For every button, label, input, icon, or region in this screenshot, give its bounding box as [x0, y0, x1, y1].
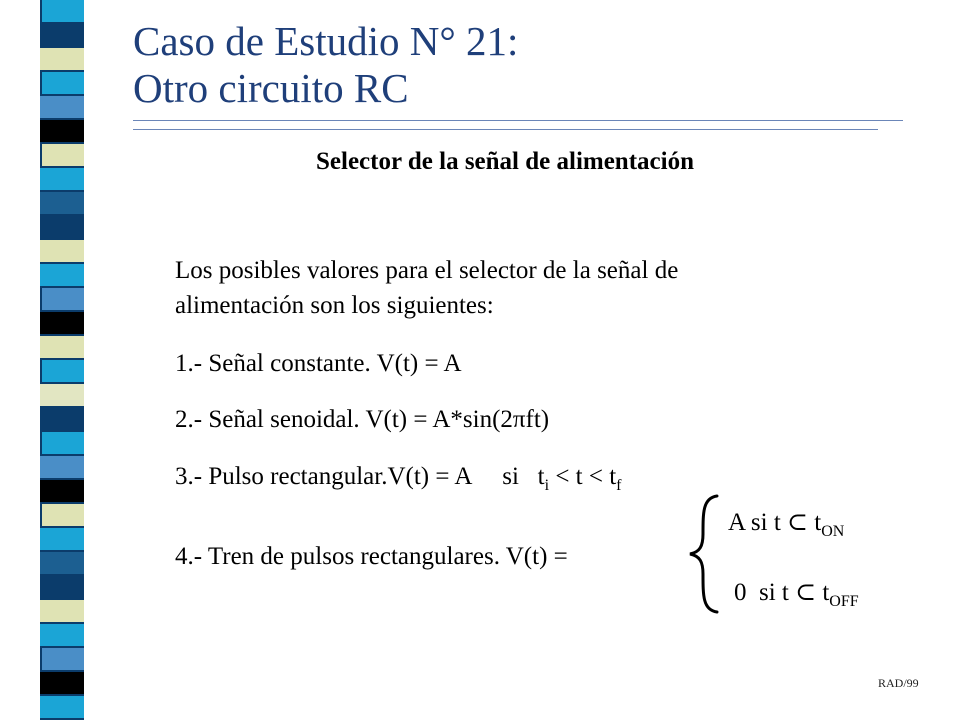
subscript-f: f: [616, 477, 622, 494]
stripe-tile: [40, 96, 84, 118]
stripe-tile: [42, 504, 84, 526]
title-rule-bottom: [133, 129, 878, 130]
stripe-tile: [40, 456, 84, 478]
stripe-tile: [40, 672, 84, 694]
stripe-tile: [40, 24, 84, 46]
subscript-i: i: [544, 477, 550, 494]
list-item-sine: 2.- Señal senoidal. V(t) = A*sin(2πft): [175, 406, 550, 433]
stripe-tile: [42, 648, 84, 670]
list-item-pulse: [175, 462, 622, 492]
slide-title: [133, 18, 518, 112]
piecewise-case-on-text: A si t ⊂ t: [728, 509, 822, 536]
title-rule-top: [133, 120, 903, 121]
stripe-tile: [40, 408, 84, 430]
stripe-tile: [40, 48, 84, 70]
decorative-stripe: [0, 0, 108, 720]
stripe-tile: [40, 528, 84, 550]
slide-title-line-1: Caso de Estudio N° 21:: [133, 18, 519, 64]
stripe-tile: [42, 72, 84, 94]
stripe-tile: [40, 480, 84, 502]
stripe-tile: [40, 624, 84, 646]
intro-line-2: alimentación son los siguientes:: [175, 292, 494, 319]
stripe-tile: [42, 360, 84, 382]
stripe-tile: [40, 336, 84, 358]
stripe-tile: [42, 576, 84, 598]
intro-line-1: Los posibles valores para el selector de la señal de: [175, 257, 679, 284]
curly-brace-icon: [683, 494, 723, 614]
piecewise-case-off: [734, 578, 859, 608]
stripe-tile: [40, 312, 84, 334]
piecewise-case-off-text: 0 si t ⊂ t: [734, 579, 830, 606]
stripe-tile: [40, 240, 84, 262]
list-item-constant: 1.- Señal constante. V(t) = A: [175, 350, 462, 377]
list-item-pulse-train: 4.- Tren de pulsos rectangulares. V(t) =: [175, 543, 568, 570]
stripe-tile: [40, 384, 84, 406]
slide-title-line-2: Otro circuito RC: [133, 65, 409, 111]
list-item-pulse-text: 3.- Pulso rectangular.V(t) = A si t: [175, 463, 545, 490]
stripe-tile: [42, 216, 84, 238]
stripe-tile: [40, 264, 84, 286]
slide-subtitle: Selector de la señal de alimentación: [316, 148, 694, 175]
stripe-tile: [42, 288, 84, 310]
stripe-tile: [40, 696, 84, 718]
stripe-tile: [40, 552, 84, 574]
stripe-tile: [42, 0, 84, 22]
stripe-tile: [40, 600, 84, 622]
stripe-tile: [40, 120, 84, 142]
subscript-on: ON: [821, 523, 845, 540]
subscript-off: OFF: [829, 593, 859, 610]
footer-label: RAD/99: [878, 676, 919, 690]
list-item-pulse-mid: < t < t: [549, 463, 617, 490]
stripe-tile: [40, 192, 84, 214]
piecewise-case-on: [728, 508, 844, 538]
stripe-tile: [42, 432, 84, 454]
